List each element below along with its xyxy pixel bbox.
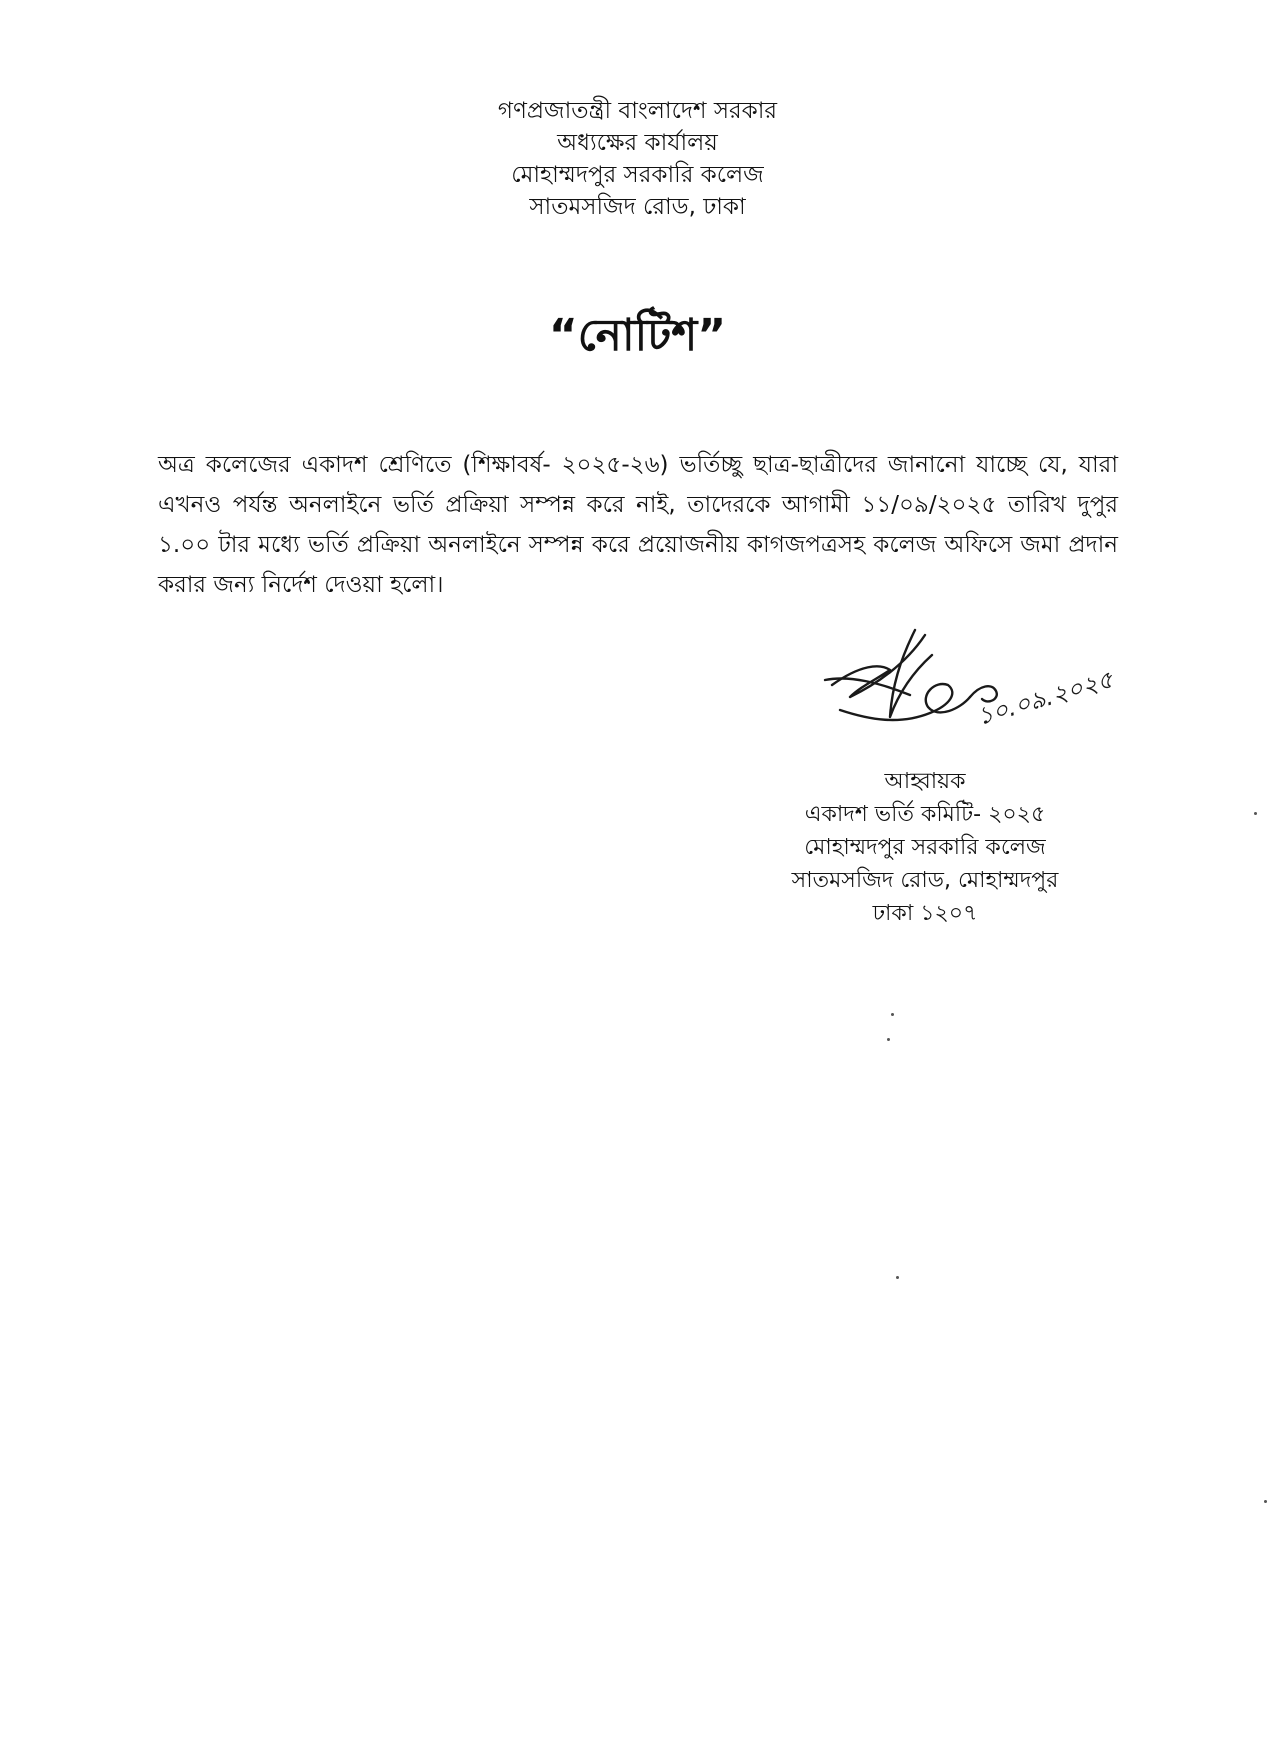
scan-speck	[1254, 812, 1257, 815]
scan-speck	[896, 1276, 899, 1279]
signatory-institution: মোহাম্মদপুর সরকারি কলেজ	[804, 835, 1046, 860]
signatory-committee: একাদশ ভর্তি কমিটি- ২০২৫	[804, 802, 1046, 827]
signatory-city: ঢাকা ১২০৭	[872, 901, 978, 926]
notice-title: “নোটিশ”	[548, 310, 727, 361]
letterhead	[0, 95, 1275, 223]
signatory-block	[760, 765, 1090, 930]
office-name: অধ্যক্ষের কার্যালয়	[557, 130, 718, 156]
signatory-address: সাতমসজিদ রোড, মোহাম্মদপুর	[791, 868, 1059, 893]
signatory-designation: আহ্বায়ক	[884, 769, 966, 794]
scan-speck	[1264, 1500, 1267, 1503]
notice-body: অত্র কলেজের একাদশ শ্রেণিতে (শিক্ষাবর্ষ- ২০২৫-২৬) ভর্তিচ্ছু ছাত্র-ছাত্রীদের জানানো যাচ্ছে যে, যারা এখনও পর্যন্ত অনলাইনে ভর্তি প্রক্রিয়া সম্পন্ন করে নাই, তাদেরকে আগামী ১১/০৯/২০২৫ তারিখ দুপুর ১.০০ টার মধ্যে ভর্তি প্রক্রিয়া অনলাইনে সম্পন্ন করে প্রয়োজনীয় কাগজপত্রসহ কলেজ অফিসে জমা প্রদান করার জন্য নির্দেশ দেওয়া হলো।	[158, 452, 1118, 598]
handwritten-signature	[820, 625, 1120, 755]
college-name: মোহাম্মদপুর সরকারি কলেজ	[511, 162, 764, 188]
signature-date: ১০.০৯.২০২৫	[973, 665, 1117, 731]
scan-speck	[887, 1038, 890, 1041]
college-address: সাতমসজিদ রোড, ঢাকা	[529, 194, 746, 220]
government-name: গণপ্রজাতন্ত্রী বাংলাদেশ সরকার	[497, 98, 778, 124]
scan-speck	[891, 1013, 894, 1016]
